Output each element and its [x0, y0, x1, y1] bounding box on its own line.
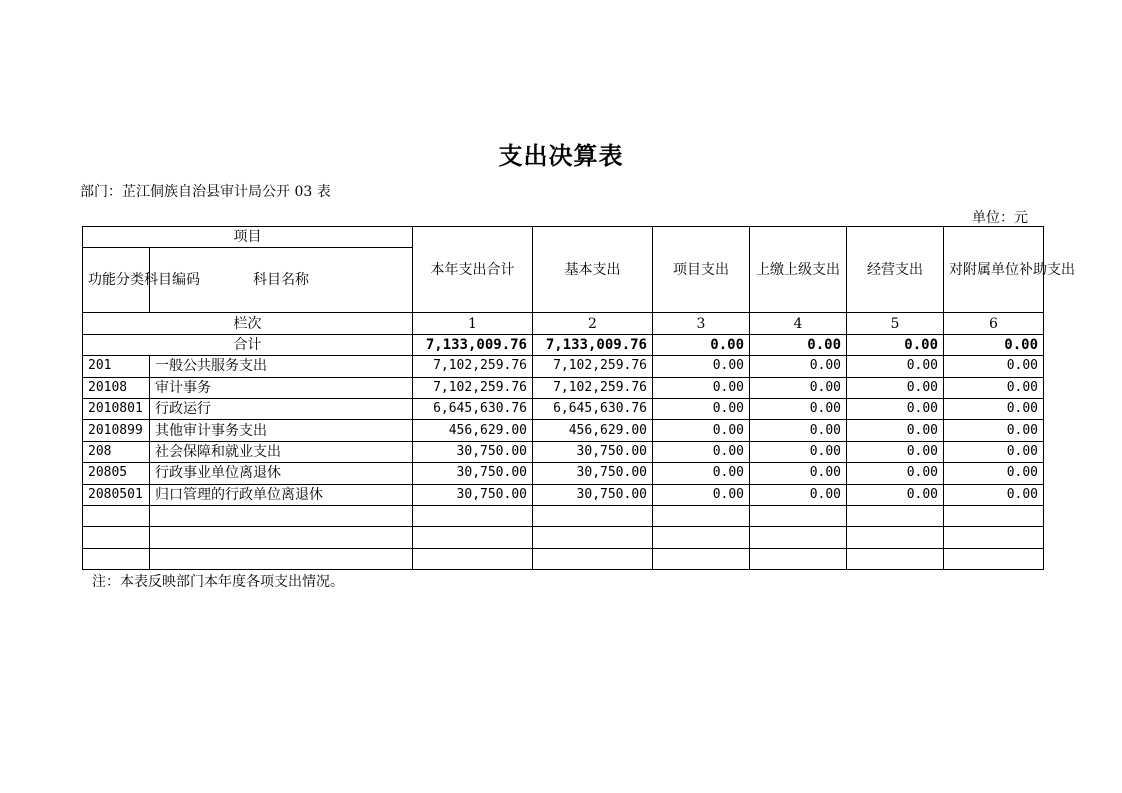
row-name: 社会保障和就业支出: [150, 441, 413, 462]
row-value: 0.00: [653, 356, 750, 377]
table-row: [83, 356, 1044, 377]
row-value: 7,102,259.76: [413, 377, 533, 398]
row-value: 0.00: [944, 356, 1044, 377]
total-value: 0.00: [944, 334, 1044, 355]
table-row: [83, 398, 1044, 419]
row-value: 0.00: [750, 356, 847, 377]
row-value: 0.00: [944, 441, 1044, 462]
total-value: 7,133,009.76: [533, 334, 653, 355]
total-row: [83, 334, 1044, 355]
row-code: 2010899: [83, 420, 150, 441]
row-value: 0.00: [847, 441, 944, 462]
column-index: 6: [944, 313, 1044, 334]
row-code: 2010801: [83, 398, 150, 419]
row-value: 6,645,630.76: [413, 398, 533, 419]
row-value: 0.00: [847, 377, 944, 398]
row-value: 0.00: [944, 377, 1044, 398]
expenditure-table: [82, 226, 1075, 570]
row-value: 0.00: [944, 484, 1044, 505]
row-value: 30,750.00: [413, 484, 533, 505]
row-value: 0.00: [847, 356, 944, 377]
row-value: 7,102,259.76: [533, 356, 653, 377]
row-code: 20108: [83, 377, 150, 398]
department-label: 部门：芷江侗族自治县审计局公开 03 表: [80, 184, 331, 200]
row-value: 0.00: [944, 420, 1044, 441]
row-value: 30,750.00: [533, 441, 653, 462]
header-item: 项目: [83, 227, 413, 248]
header-upper: 上缴上级支出: [750, 227, 847, 313]
row-value: 456,629.00: [413, 420, 533, 441]
total-label: 合计: [83, 334, 413, 355]
row-code: 2080501: [83, 484, 150, 505]
row-value: 0.00: [944, 463, 1044, 484]
row-value: 456,629.00: [533, 420, 653, 441]
table-row: [83, 441, 1044, 462]
header-project: 项目支出: [653, 227, 750, 313]
row-value: 0.00: [653, 484, 750, 505]
header-func-code: 功能分类科目编码: [83, 248, 150, 313]
total-value: 0.00: [847, 334, 944, 355]
table-row: [83, 377, 1044, 398]
row-name: 行政事业单位离退休: [150, 463, 413, 484]
row-name: 审计事务: [150, 377, 413, 398]
row-value: 0.00: [750, 441, 847, 462]
total-value: 0.00: [653, 334, 750, 355]
row-value: 0.00: [847, 420, 944, 441]
header-total: 本年支出合计: [413, 227, 533, 313]
column-index: 2: [533, 313, 653, 334]
row-value: 0.00: [750, 420, 847, 441]
row-name: 行政运行: [150, 398, 413, 419]
row-value: 0.00: [653, 398, 750, 419]
row-code: 20805: [83, 463, 150, 484]
empty-row: [83, 548, 1044, 569]
row-value: 0.00: [944, 398, 1044, 419]
column-index: 4: [750, 313, 847, 334]
row-value: 30,750.00: [533, 484, 653, 505]
row-name: 一般公共服务支出: [150, 356, 413, 377]
row-value: 0.00: [750, 377, 847, 398]
column-index: 5: [847, 313, 944, 334]
column-index-label: 栏次: [83, 313, 413, 334]
row-value: 0.00: [847, 398, 944, 419]
total-value: 0.00: [750, 334, 847, 355]
empty-row: [83, 505, 1044, 526]
row-name: 其他审计事务支出: [150, 420, 413, 441]
row-value: 6,645,630.76: [533, 398, 653, 419]
row-value: 0.00: [653, 420, 750, 441]
header-subject-name: 科目名称: [150, 248, 413, 313]
row-value: 0.00: [750, 484, 847, 505]
row-value: 0.00: [653, 463, 750, 484]
row-value: 0.00: [653, 441, 750, 462]
row-value: 7,102,259.76: [413, 356, 533, 377]
row-value: 0.00: [847, 484, 944, 505]
row-value: 30,750.00: [413, 441, 533, 462]
page-title: 支出决算表: [498, 141, 624, 170]
header-business: 经营支出: [847, 227, 944, 313]
row-value: 7,102,259.76: [533, 377, 653, 398]
table-note: 注：本表反映部门本年度各项支出情况。: [92, 574, 344, 590]
empty-row: [83, 527, 1044, 548]
table-row: [83, 420, 1044, 441]
table-row: [83, 484, 1044, 505]
row-value: 30,750.00: [533, 463, 653, 484]
row-value: 0.00: [750, 398, 847, 419]
row-value: 0.00: [653, 377, 750, 398]
table-row: [83, 463, 1044, 484]
header-subsidiary: 对附属单位补助支出: [944, 227, 1044, 313]
row-code: 201: [83, 356, 150, 377]
header-basic: 基本支出: [533, 227, 653, 313]
row-value: 30,750.00: [413, 463, 533, 484]
column-index: 3: [653, 313, 750, 334]
unit-label: 单位：元: [972, 210, 1028, 226]
row-code: 208: [83, 441, 150, 462]
total-value: 7,133,009.76: [413, 334, 533, 355]
column-index: 1: [413, 313, 533, 334]
row-value: 0.00: [847, 463, 944, 484]
row-name: 归口管理的行政单位离退休: [150, 484, 413, 505]
row-value: 0.00: [750, 463, 847, 484]
